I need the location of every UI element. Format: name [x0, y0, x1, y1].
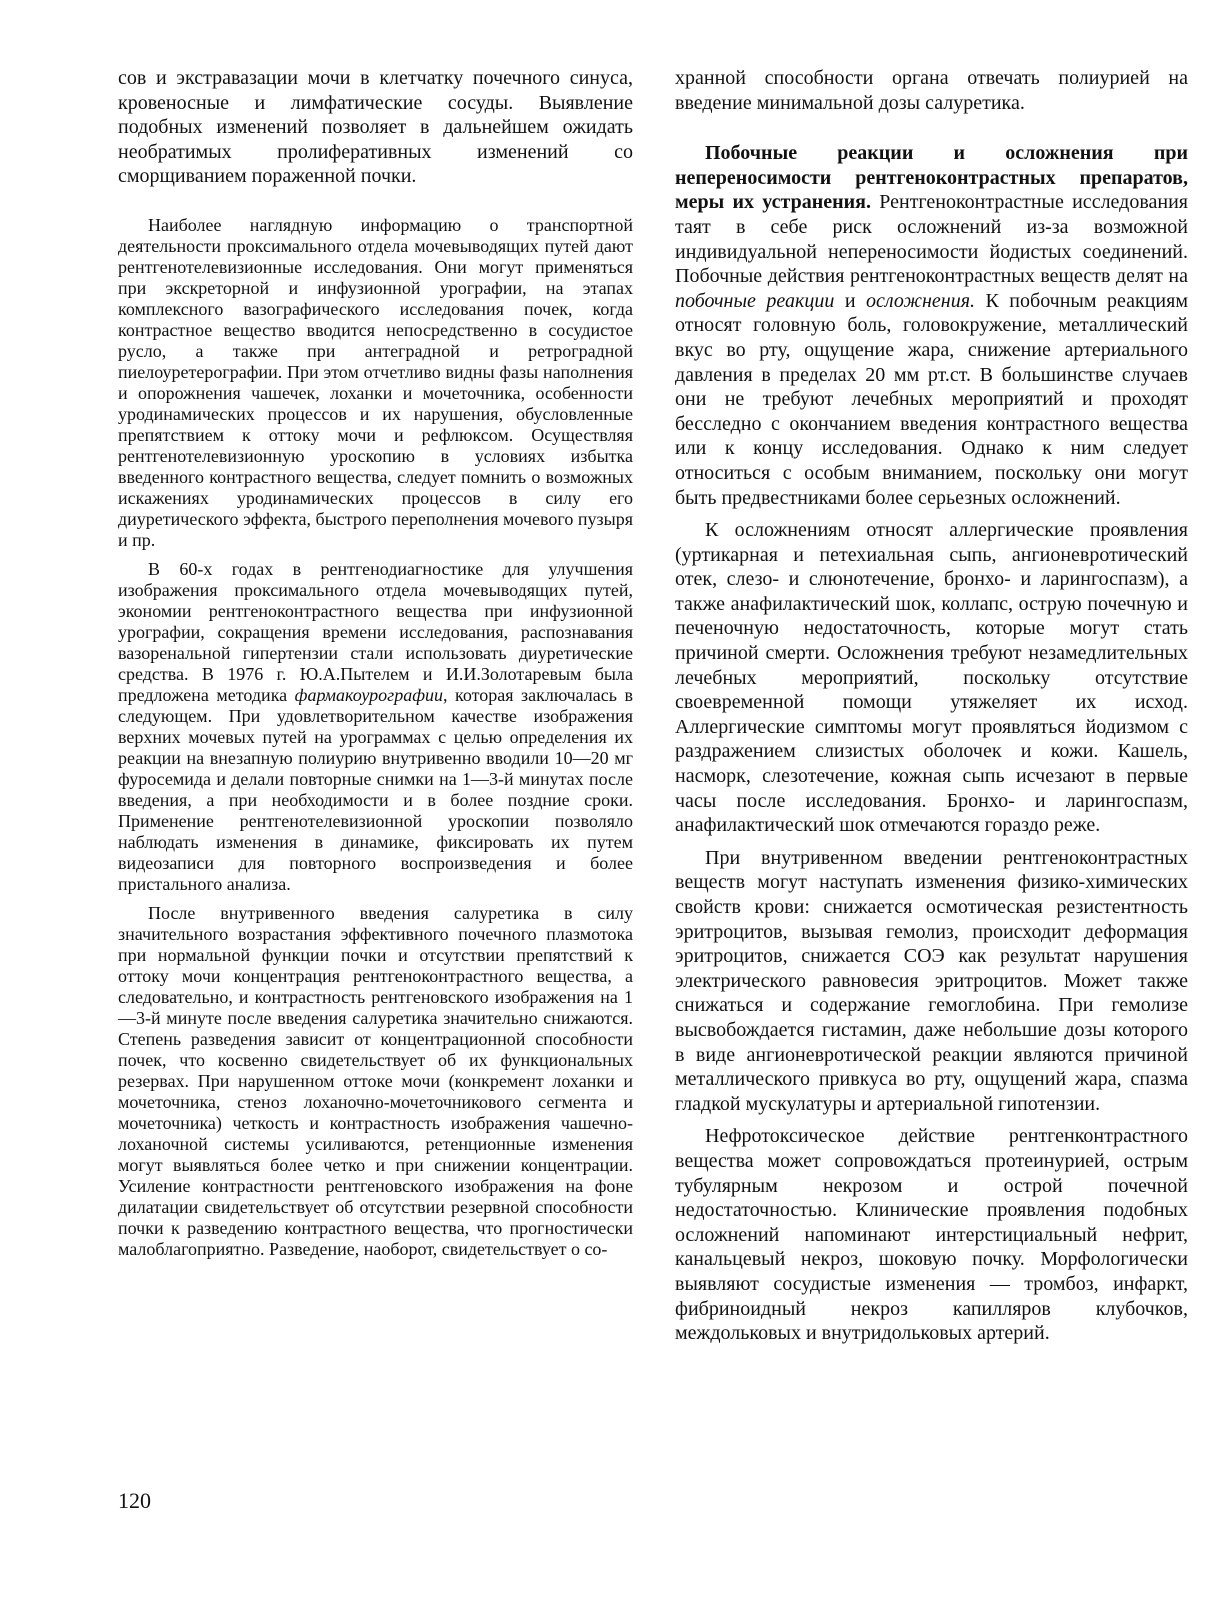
paragraph-side-effects [675, 141, 1188, 510]
section-heading: Побочные реакции и осложнения при непереносимости рентгеноконтрастных препаратов, меры их устранения. [675, 142, 1188, 214]
paragraph-continued: хранной способности органа отвечать полиурией на введение минимальной дозы салуретика. [675, 67, 1188, 114]
right-column [675, 66, 1188, 1346]
paragraph-rtv-studies: Наиболее наглядную информацию о транспортной деятельности проксимального отдела мочевыводящих путей дают рентгенотелевизионные исследования. Они могут применяться при экскреторной и инфузионной урографии, на этапах комплексного вазографического исследования почек, когда контрастное вещество вводится непосредственно в сосудистое русло, а также при антеградной и ретроградной пиелоуретерографии. При этом отчетливо видны фазы наполнения и опорожнения чашечек, лоханки и мочеточника, особенности уродинамических процессов и их нарушения, обусловленные препятствием к оттоку мочи и рефлюксом. Осуществляя рентгенотелевизионную уроскопию в условиях избытка введенного контрастного вещества, следует помнить о возможных искажениях уродинамических процессов в силу его диуретического эффекта, быстрого переполнения мочевого пузыря и пр. [118, 214, 633, 550]
paragraph-text: Рентгеноконтрастные исследования таят в себе риск осложнений из-за возможной индивидуальной непереносимости йодистых соединений. Побочные действия рентгеноконтрастных веществ делят на [675, 191, 1188, 288]
paragraph-pharmacourography [118, 559, 633, 895]
paragraph-text: В 60-х годах в рентгенодиагностике для улучшения изображения проксимального отдела мочевыводящих путей, экономии рентгеноконтрастного вещества при инфузионной урографии, сокращения времени исследования, распознавания вазоренальной гипертензии стали использовать диуретические средства. В 1976 г. Ю.А.Пытелем и И.И.Золотаревым была предложена методика [118, 558, 633, 705]
paragraph-continued: сов и экстравазации мочи в клетчатку почечного синуса, кровеносные и лимфатические сосуды. Выявление подобных изменений позволяет в дальнейшем ожидать необратимых пролиферативных изменений со сморщиванием пораженной почки. [118, 67, 633, 188]
paragraph-nephrotoxic: Нефротоксическое действие рентгенконтрастного вещества может сопровождаться протеинурией, острым тубулярным некрозом и острой почечной недостаточностью. Клинические проявления подобных осложнений напоминают интерстициальный нефрит, канальцевый некроз, шоковую почку. Морфологически выявляют сосудистые изменения — тромбоз, инфаркт, фибриноидный некроз капилляров клубочков, междольковых и внутридольковых артерий. [675, 1125, 1188, 1345]
paragraph-text: , которая заключалась в следующем. При удовлетворительном качестве изображения верхних мочевых путей на урограммах с целью определения их реакции на внезапную полиурию внутривенно вводили 10—20 мг фуросемида и делали повторные снимки на 1—3-й минутах после введения, а при необходимости и в более поздние сроки. Применение рентгенотелевизионной уроскопии позволяло наблюдать изменения в динамике, фиксировать их путем видеозаписи для повторного воспроизведения и более пристального анализа. [118, 684, 633, 894]
emphasis-term: побочные реакции [675, 289, 835, 312]
paragraph-text: К побочным реакциям относят головную боль, головокружение, металлический вкус во рту, ощущение жара, снижение артериального давления в пределах 20 мм рт.ст. В большинстве случаев они не требуют лечебных мероприятий и проходят бесследно с окончанием введения контрастного вещества или к концу исследования. Однако к ним следует относиться с особым вниманием, поскольку они могут быть предвестниками более серьезных осложнений. [675, 289, 1188, 509]
left-column [118, 66, 633, 1260]
emphasis-term: фармакоурографии [294, 684, 443, 705]
emphasis-term: осложнения. [866, 289, 975, 312]
paragraph-complications: К осложнениям относят аллергические проявления (уртикарная и петехиальная сыпь, ангионевротический отек, слезо- и слюнотечение, бронхо- и ларингоспазм), а также анафилактический шок, коллапс, острую почечную и печеночную недостаточность, которые могут стать причиной смерти. Осложнения требуют незамедлительных лечебных мероприятий, поскольку отсутствие своевременной помощи утяжеляет их исход. Аллергические симптомы могут проявляться йодизмом с раздражением слизистых оболочек и кожи. Кашель, насморк, слезотечение, кожная сыпь исчезают в первые часы после исследования. Бронхо- и ларингоспазм, анафилактический шок отмечаются гораздо реже. [675, 519, 1188, 837]
paragraph-saluretic: После внутривенного введения салуретика в силу значительного возрастания эффективного почечного плазмотока при нормальной функции почки и отсутствии препятствий к оттоку мочи концентрация рентгеноконтрастного вещества, а следовательно, и контрастность рентгеновского изображения на 1—3-й минуте после введения салуретика значительно снижаются. Степень разведения зависит от концентрационной способности почек, что косвенно свидетельствует об их функциональных резервах. При нарушенном оттоке мочи (конкремент лоханки и мочеточника, стеноз лоханочно-мочеточникового сегмента и мочеточника) четкость и контрастность изображения чашечно-лоханочной системы усиливаются, ретенционные изменения могут выявляться более четко и при снижении концентрации. Усиление контрастности рентгеновского изображения на фоне дилатации свидетельствует об отсутствии резервной способности почки к разведению контрастного вещества, что прогностически малоблагоприятно. Разведение, наоборот, свидетельствует о со- [118, 902, 633, 1259]
page-number: 120 [118, 1488, 151, 1513]
paragraph-text: и [834, 289, 867, 312]
paragraph-blood-changes: При внутривенном введении рентгеноконтрастных веществ могут наступать изменения физико-химических свойств крови: снижается осмотическая резистентность эритроцитов, вызывая гемолиз, происходит деформация эритроцитов, снижается СОЭ как результат нарушения электрического равновесия эритроцитов. Может также снижаться и содержание гемоглобина. При гемолизе высвобождается гистамин, даже небольшие дозы которого в виде ангионевротической реакции являются причиной металлического привкуса во рту, ощущений жара, спазма гладкой мускулатуры и артериальной гипотензии. [675, 846, 1188, 1115]
